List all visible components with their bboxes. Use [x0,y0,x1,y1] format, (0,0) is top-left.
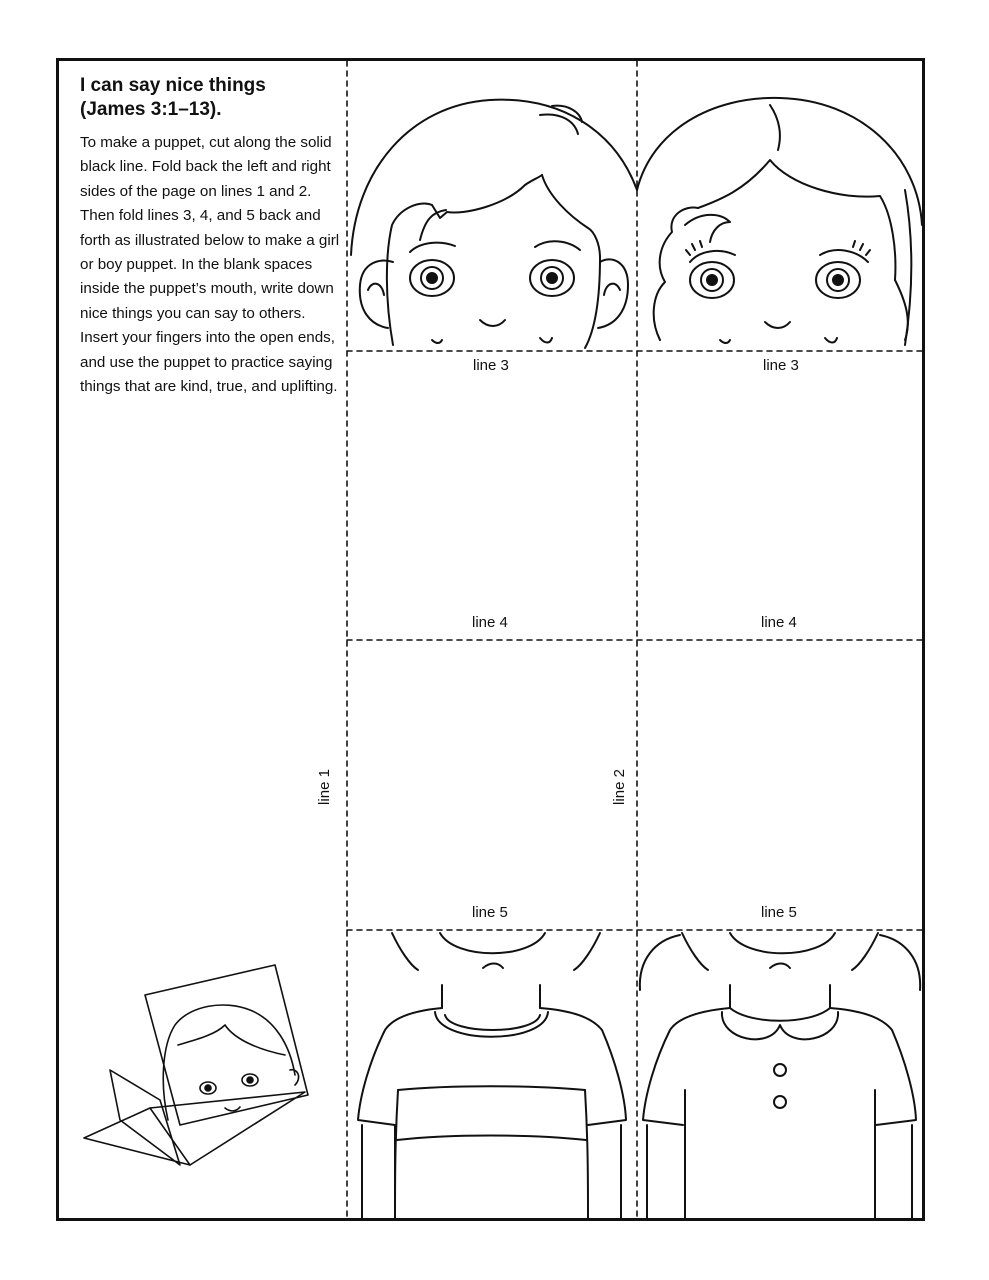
fold-label-line2: line 2 [611,769,628,805]
girl-head-illustration [637,98,922,345]
title-line-2: (James 3:1–13). [80,99,222,120]
girl-body-illustration [640,933,920,1219]
instructions-text: To make a puppet, cut along the solid black line. Fold back the left and right sides of the page on lines 1 and 2. Then fold lines 3, 4, and 5 back and forth as illustrated below to make a girl or boy puppet. In the blank spaces inside the puppet’s mouth, write down nice things you can say to others. Insert your fingers into the open ends, and use the puppet to practice saying things that are kind, true, and uplifting. [80,134,340,396]
boy-head-illustration [351,100,637,348]
fold-label-line4-left: line 4 [472,614,508,631]
fold-label-line5-left: line 5 [472,904,508,921]
title-line-1: I can say nice things [80,75,266,96]
fold-label-line5-right: line 5 [761,904,797,921]
fold-label-line1: line 1 [316,769,333,805]
boy-body-illustration [358,933,626,1219]
folded-puppet-diagram [84,965,308,1165]
fold-label-line3-left: line 3 [473,357,509,374]
fold-lines [347,61,923,1219]
fold-label-line3-right: line 3 [763,357,799,374]
fold-label-line4-right: line 4 [761,614,797,631]
